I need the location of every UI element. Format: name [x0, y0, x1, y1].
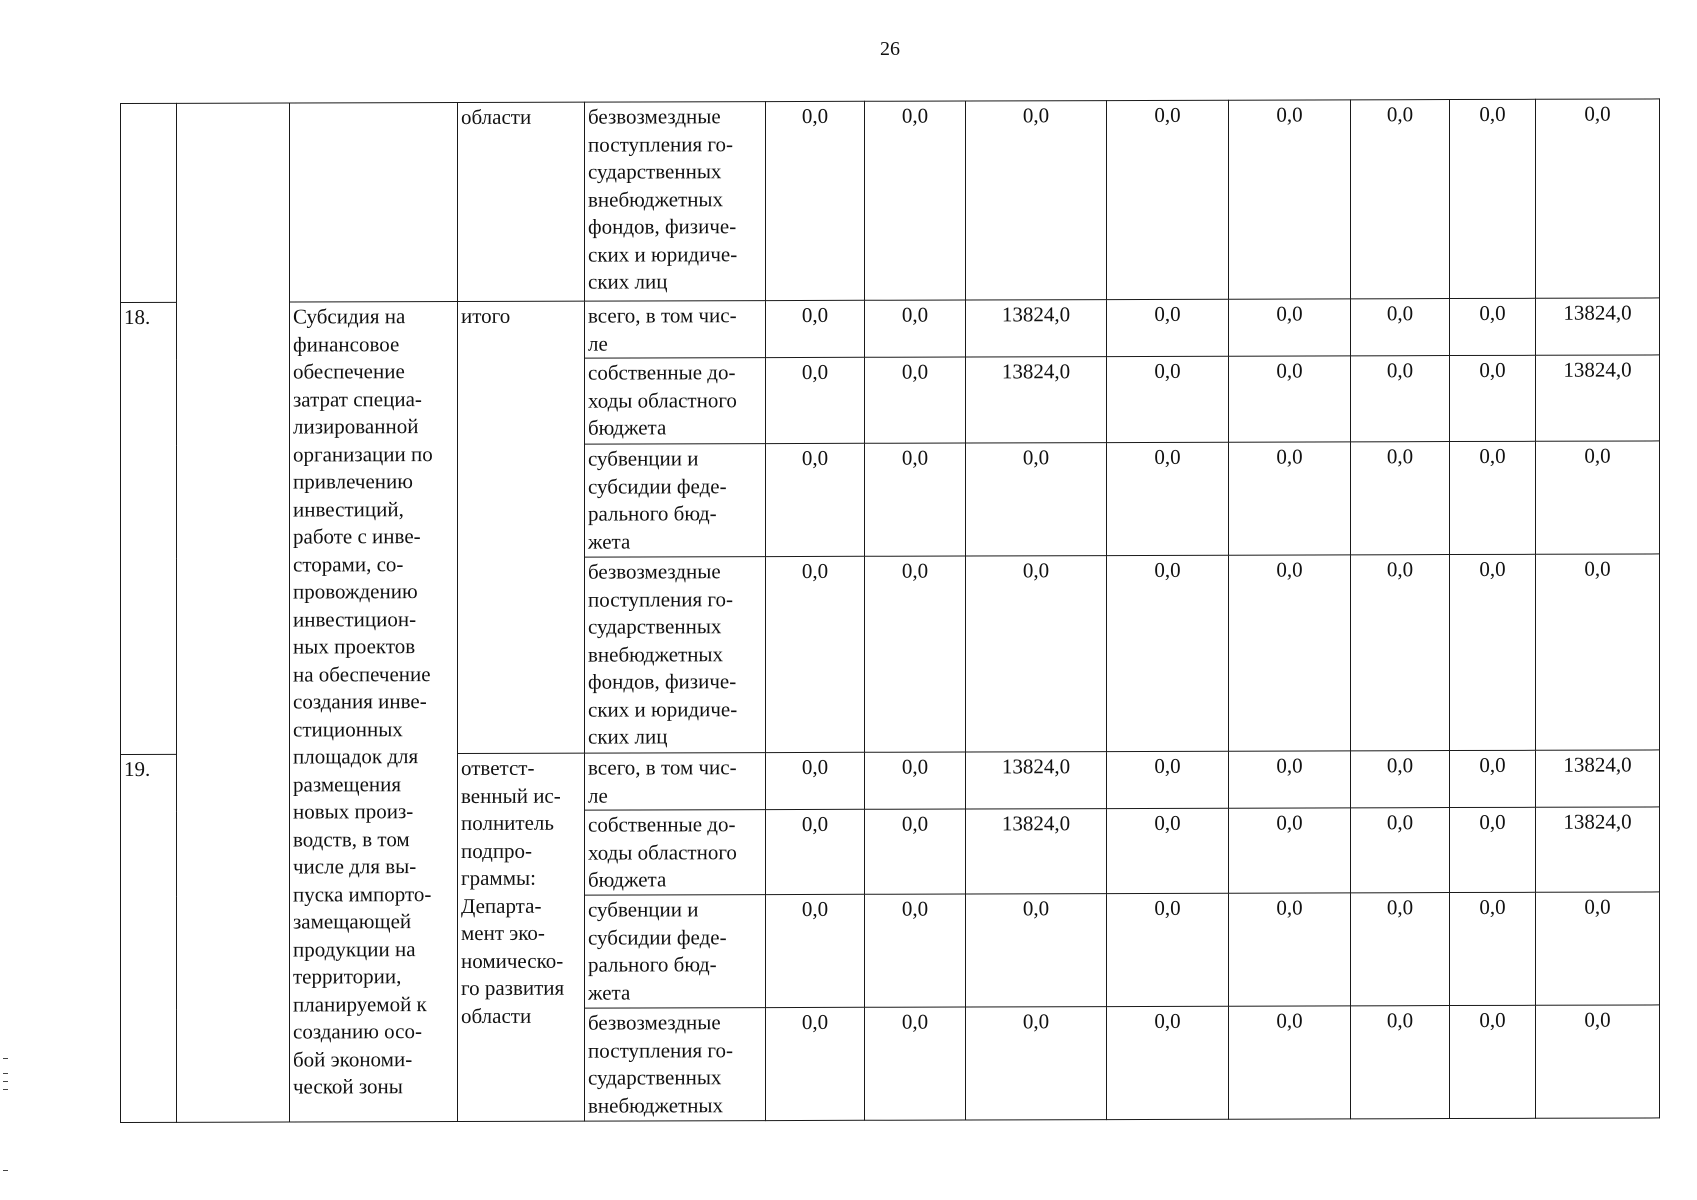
- value-cell: 0,0: [1536, 1005, 1660, 1118]
- value-cell: 0,0: [1450, 750, 1536, 807]
- value-cell: 0,0: [1107, 555, 1229, 751]
- value-cell: 0,0: [865, 556, 966, 752]
- value-cell: 0,0: [1450, 1005, 1536, 1118]
- responsible-cell: области: [458, 102, 585, 301]
- value-cell: 0,0: [1450, 892, 1536, 1005]
- event-name-cell: [290, 102, 458, 301]
- value-cell: 0,0: [865, 809, 966, 894]
- responsible-cell: итого: [458, 301, 585, 753]
- row-number-cell: [121, 103, 177, 302]
- row-number-cell: 19.: [121, 754, 177, 1122]
- value-cell: 0,0: [966, 101, 1107, 300]
- value-cell: 0,0: [766, 300, 865, 357]
- value-cell: 0,0: [766, 357, 865, 443]
- value-cell: 0,0: [966, 556, 1107, 752]
- value-cell: 0,0: [766, 443, 865, 556]
- funding-source-cell: всего, в том чис- ле: [585, 753, 766, 811]
- value-cell: 0,0: [766, 1007, 865, 1120]
- value-cell: 0,0: [1351, 893, 1450, 1006]
- value-cell: 0,0: [1107, 751, 1229, 808]
- page-number: 26: [880, 38, 900, 60]
- scan-edge-mark: [3, 1073, 8, 1074]
- value-cell: 0,0: [1229, 299, 1351, 356]
- value-cell: 0,0: [1450, 554, 1536, 750]
- funding-source-cell: собственные до- ходы областного бюджета: [585, 810, 766, 896]
- value-cell: 13824,0: [966, 300, 1107, 357]
- value-cell: 0,0: [1229, 751, 1351, 808]
- funding-source-cell: всего, в том чис- ле: [585, 301, 766, 359]
- value-cell: 0,0: [1107, 893, 1229, 1006]
- value-cell: 0,0: [865, 101, 966, 300]
- value-cell: 0,0: [1107, 100, 1229, 299]
- value-cell: 0,0: [1450, 355, 1536, 441]
- table-row: [121, 99, 1660, 303]
- value-cell: 0,0: [1229, 893, 1351, 1006]
- value-cell: 0,0: [1351, 555, 1450, 751]
- value-cell: 13824,0: [1536, 807, 1660, 892]
- table-row: [121, 298, 1660, 360]
- value-cell: 0,0: [1351, 442, 1450, 555]
- value-cell: 0,0: [865, 752, 966, 809]
- value-cell: 0,0: [1351, 299, 1450, 356]
- value-cell: 0,0: [766, 809, 865, 894]
- row-number-cell: 18.: [121, 302, 177, 754]
- value-cell: 0,0: [1351, 356, 1450, 442]
- scan-edge-mark: [3, 1170, 8, 1171]
- value-cell: 0,0: [766, 101, 865, 300]
- value-cell: 13824,0: [966, 752, 1107, 809]
- value-cell: 13824,0: [966, 809, 1107, 894]
- value-cell: 0,0: [865, 1007, 966, 1120]
- funding-source-cell: безвозмездные поступления го- сударственных внебюджетных фондов, физиче- ских и юридиче- ских лиц: [585, 557, 766, 754]
- value-cell: 0,0: [1450, 99, 1536, 298]
- value-cell: 0,0: [1107, 442, 1229, 555]
- value-cell: 13824,0: [1536, 298, 1660, 355]
- value-cell: 13824,0: [1536, 750, 1660, 807]
- scan-edge-mark: [3, 1081, 8, 1082]
- funding-source-cell: собственные до- ходы областного бюджета: [585, 358, 766, 445]
- value-cell: 0,0: [966, 1007, 1107, 1120]
- program-cell: [177, 103, 290, 1122]
- value-cell: 0,0: [1450, 298, 1536, 355]
- value-cell: 0,0: [1536, 99, 1660, 298]
- value-cell: 0,0: [1229, 1006, 1351, 1119]
- value-cell: 0,0: [766, 752, 865, 809]
- value-cell: 0,0: [766, 894, 865, 1007]
- funding-source-cell: субвенции и субсидии феде- рального бюд- жета: [585, 444, 766, 558]
- value-cell: 0,0: [1107, 299, 1229, 356]
- value-cell: 0,0: [1107, 808, 1229, 893]
- value-cell: 0,0: [1229, 808, 1351, 893]
- value-cell: 0,0: [865, 894, 966, 1007]
- funding-source-cell: субвенции и субсидии феде- рального бюд- жета: [585, 895, 766, 1009]
- value-cell: 0,0: [1536, 892, 1660, 1005]
- value-cell: 0,0: [1229, 100, 1351, 299]
- funding-source-cell: безвозмездные поступления го- сударственных внебюджетных: [585, 1008, 766, 1122]
- value-cell: 0,0: [1351, 100, 1450, 299]
- value-cell: 0,0: [1536, 554, 1660, 750]
- scan-edge-mark: [3, 1058, 8, 1059]
- value-cell: 0,0: [865, 357, 966, 443]
- value-cell: 0,0: [966, 443, 1107, 556]
- value-cell: 0,0: [1229, 356, 1351, 442]
- funding-table: [120, 98, 1660, 1123]
- value-cell: 0,0: [1450, 441, 1536, 554]
- funding-source-cell: безвозмездные поступления го- сударственных внебюджетных фондов, физиче- ских и юридиче- ских лиц: [585, 102, 766, 302]
- value-cell: 0,0: [1229, 555, 1351, 751]
- value-cell: 0,0: [1107, 1006, 1229, 1119]
- value-cell: 0,0: [966, 894, 1107, 1007]
- value-cell: 0,0: [1536, 441, 1660, 554]
- value-cell: 0,0: [766, 556, 865, 752]
- responsible-cell: ответст- венный ис- полнитель подпро- граммы: Департа- мент эко- номическо- го развития области: [458, 753, 585, 1121]
- value-cell: 0,0: [1351, 808, 1450, 893]
- event-name-cell: Субсидия на финансовое обеспечение затрат специа- лизированной организации по привлечению инвестиций, работе с инве- сторами, со- провождению инвестицион- ных проектов на обеспечение создания инве- стиционных площадок для размещения новых произ- водств, в том числе для вы- пуска импорто- замещающей продукции на территории, планируемой к созданию осо- бой экономи- ческой зоны: [290, 301, 458, 1121]
- value-cell: 0,0: [1229, 442, 1351, 555]
- scan-edge-mark: [3, 1089, 8, 1090]
- value-cell: 0,0: [865, 300, 966, 357]
- value-cell: 13824,0: [1536, 355, 1660, 441]
- value-cell: 0,0: [1107, 356, 1229, 442]
- value-cell: 0,0: [1351, 1006, 1450, 1119]
- value-cell: 0,0: [865, 443, 966, 556]
- value-cell: 13824,0: [966, 357, 1107, 443]
- value-cell: 0,0: [1351, 751, 1450, 808]
- value-cell: 0,0: [1450, 807, 1536, 892]
